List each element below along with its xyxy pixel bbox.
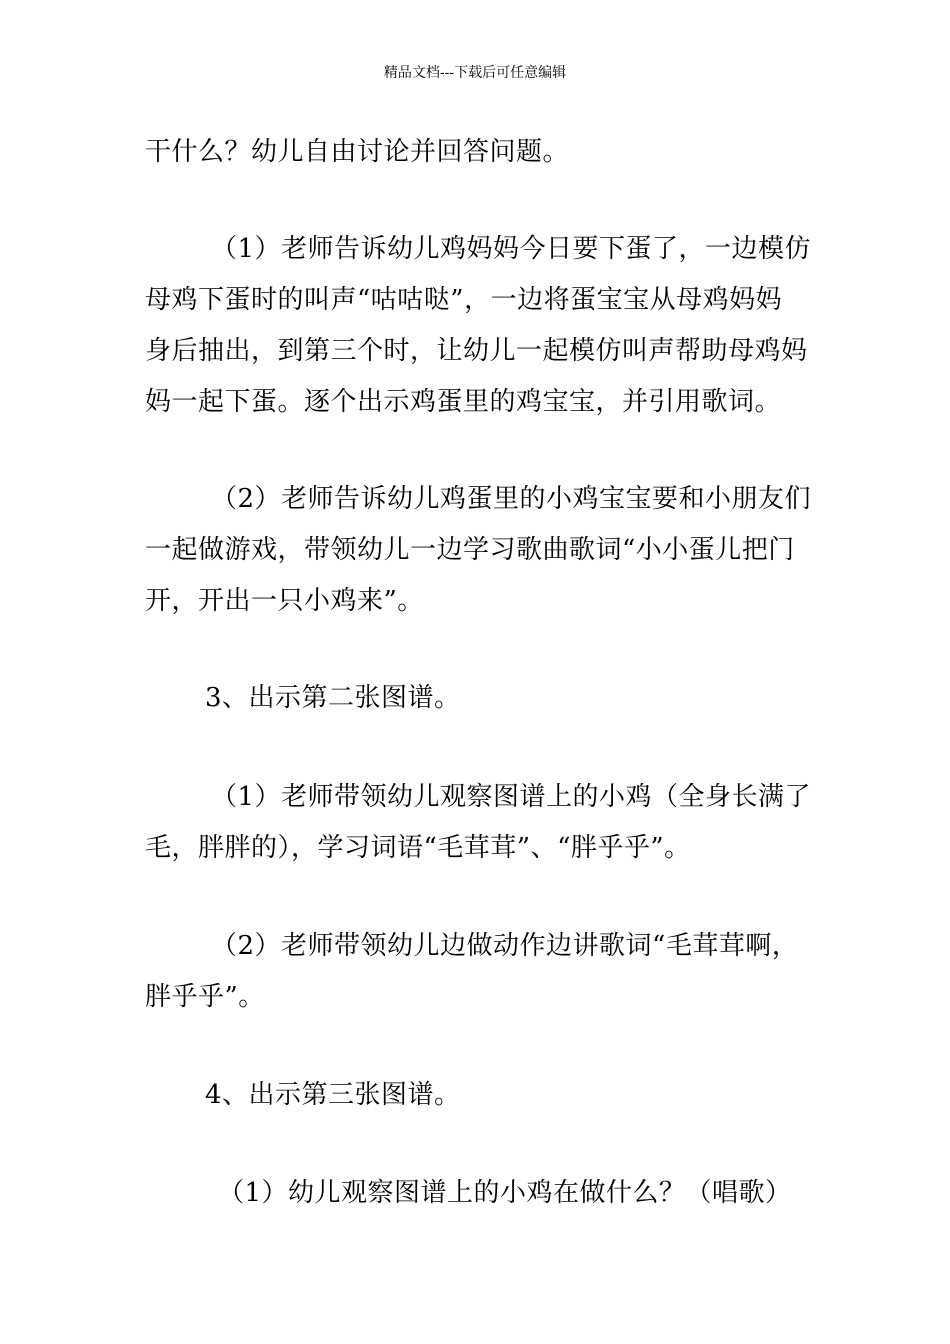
paragraph-7 (145, 1070, 815, 1121)
paragraph-1 (145, 127, 815, 178)
text-line: 一起做游戏，带领幼儿一边学习歌曲歌词“小小蛋儿把门 (145, 535, 795, 565)
paragraph-2 (145, 224, 815, 428)
text-line: （1）幼儿观察图谱上的小鸡在做什么？（唱歌） (218, 1178, 792, 1208)
text-line: 妈一起下蛋。逐个出示鸡蛋里的鸡宝宝，并引用歌词。 (145, 387, 782, 417)
paragraph-8 (145, 1168, 815, 1219)
text-line: 身后抽出，到第三个时，让幼儿一起模仿叫声帮助母鸡妈 (145, 336, 808, 366)
paragraph-5 (145, 772, 815, 874)
text-line: （2）老师告诉幼儿鸡蛋里的小鸡宝宝要和小朋友们 (211, 484, 812, 514)
text-line: 母鸡下蛋时的叫声“咕咕哒”，一边将蛋宝宝从母鸡妈妈 (145, 285, 783, 315)
text-line: 开，开出一只小鸡来”。 (145, 586, 424, 616)
text-line: 干什么？幼儿自由讨论并回答问题。 (145, 137, 570, 167)
paragraph-3 (145, 474, 815, 627)
paragraph-4 (145, 673, 815, 724)
text-line: 3、出示第二张图谱。 (205, 683, 461, 713)
text-line: （1）老师带领幼儿观察图谱上的小鸡（全身长满了 (211, 782, 812, 812)
text-line: （1）老师告诉幼儿鸡妈妈今日要下蛋了，一边模仿 (211, 234, 812, 264)
text-line: （2）老师带领幼儿边做动作边讲歌词“毛茸茸啊， (211, 931, 799, 961)
text-line: 毛，胖胖的），学习词语“毛茸茸”、“胖乎乎”。 (145, 833, 691, 863)
page-header: 精品文档---下载后可任意编辑 (383, 65, 567, 81)
paragraph-6 (145, 921, 815, 1023)
text-line: 胖乎乎”。 (145, 982, 265, 1012)
text-line: 4、出示第三张图谱。 (205, 1080, 461, 1110)
